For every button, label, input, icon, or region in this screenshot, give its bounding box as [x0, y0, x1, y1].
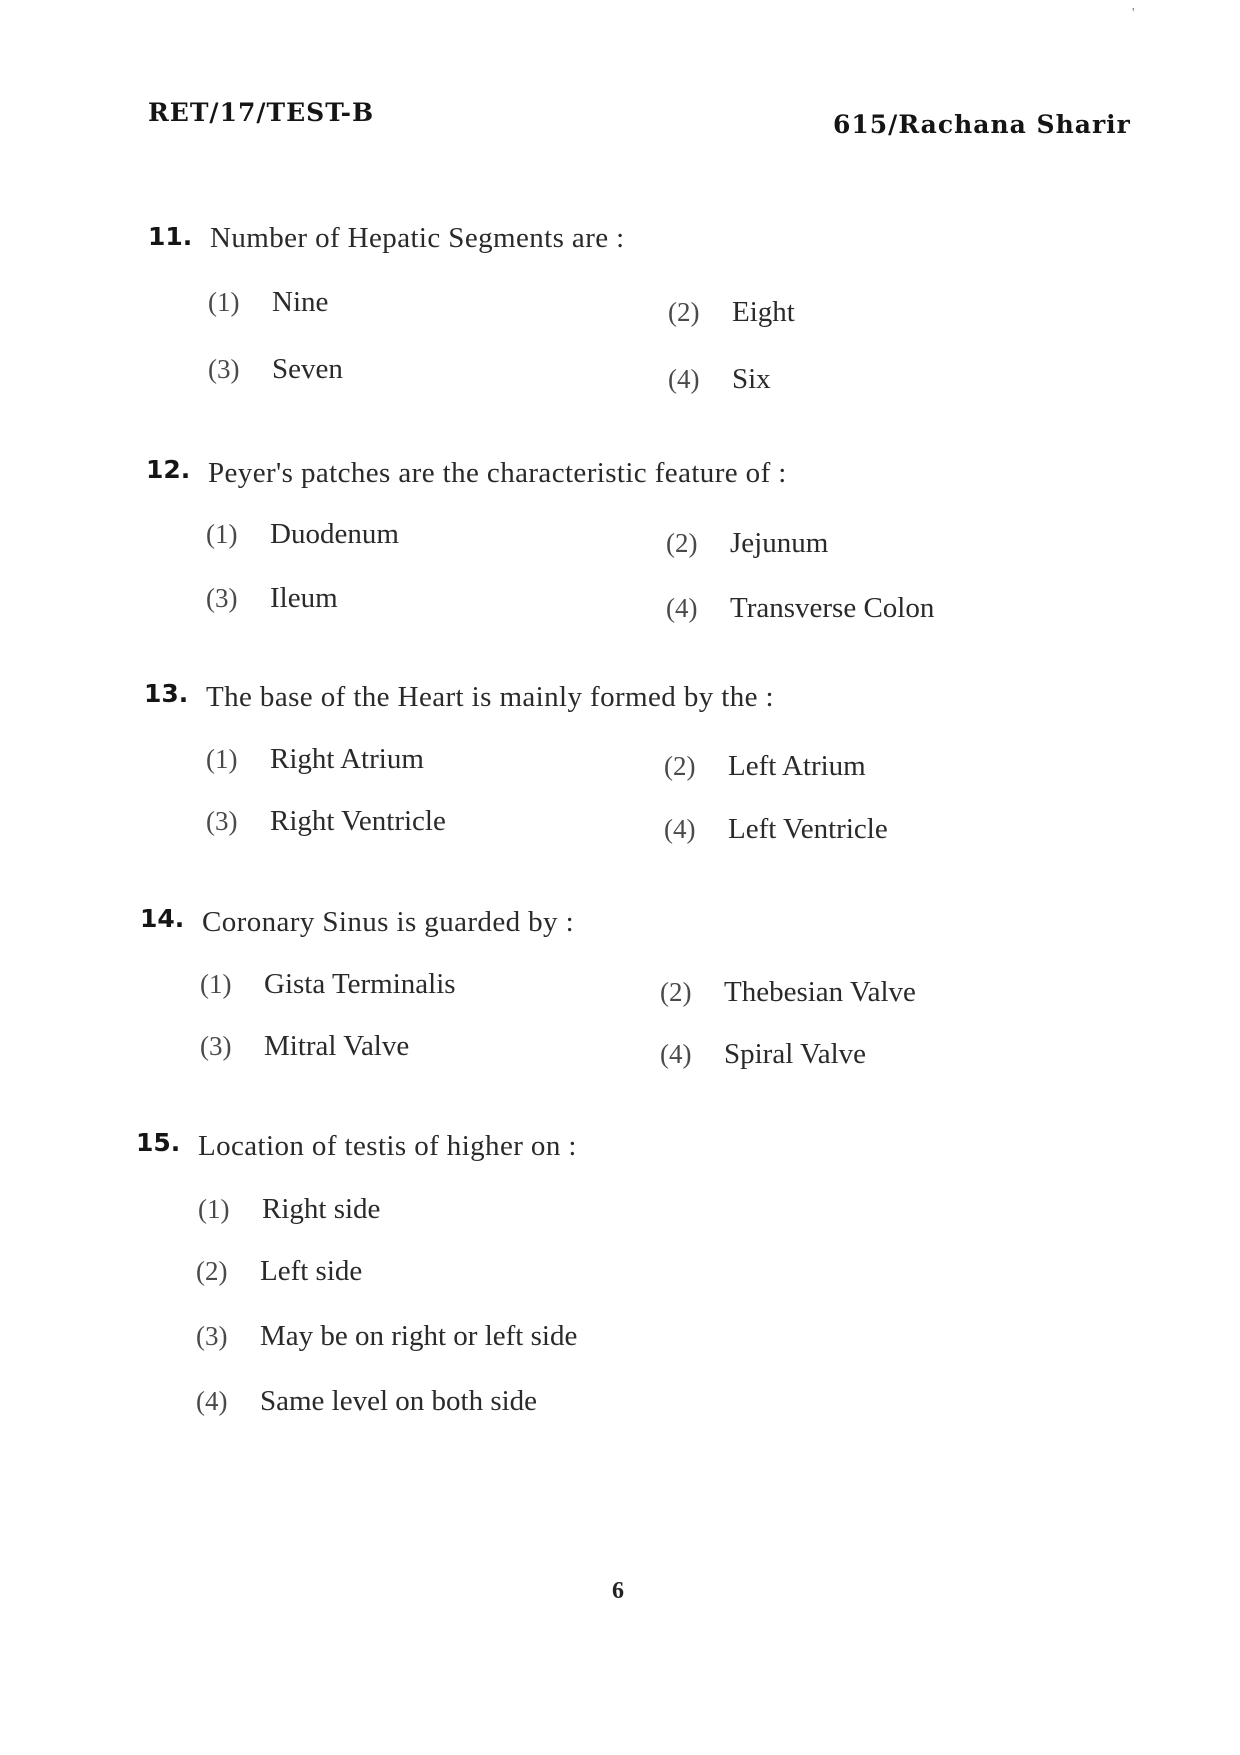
option-1 — [206, 518, 399, 551]
question-number: 15. — [136, 1128, 181, 1157]
option-1 — [200, 968, 456, 1001]
option-text: Transverse Colon — [730, 592, 935, 624]
scan-speck: ' — [1132, 6, 1135, 21]
question-text: The base of the Heart is mainly formed by the : — [206, 681, 775, 713]
option-4 — [660, 1038, 866, 1071]
option-number: (4) — [664, 814, 696, 844]
option-3 — [206, 582, 338, 615]
option-2 — [668, 296, 795, 329]
option-3 — [206, 805, 446, 838]
option-number: (1) — [206, 744, 238, 774]
option-text: Six — [732, 363, 771, 395]
subject-code: 615/Rachana Sharir — [833, 110, 1131, 139]
option-4 — [666, 592, 934, 625]
option-number: (3) — [196, 1321, 228, 1351]
question-number: 14. — [140, 904, 185, 933]
option-number: (4) — [660, 1039, 692, 1069]
option-text: Left Ventricle — [728, 813, 888, 845]
option-number: (3) — [208, 354, 240, 384]
option-number: (2) — [666, 528, 698, 558]
option-1 — [208, 286, 328, 319]
option-number: (1) — [206, 519, 238, 549]
option-text: Ileum — [270, 582, 338, 614]
option-4 — [664, 813, 888, 846]
option-3 — [200, 1030, 409, 1063]
option-number: (3) — [206, 806, 238, 836]
option-number: (2) — [660, 977, 692, 1007]
option-number: (4) — [668, 364, 700, 394]
page-number: 6 — [612, 1578, 624, 1604]
option-text: Right side — [262, 1193, 381, 1225]
option-text: Same level on both side — [260, 1385, 538, 1417]
option-text: Left side — [260, 1255, 363, 1287]
option-text: Nine — [272, 286, 329, 318]
option-text: May be on right or left side — [260, 1320, 578, 1352]
option-text: Right Atrium — [270, 743, 424, 775]
option-2 — [664, 750, 866, 783]
question-number: 13. — [144, 679, 189, 708]
option-number: (3) — [200, 1031, 232, 1061]
option-number: (2) — [668, 297, 700, 327]
option-text: Duodenum — [270, 518, 399, 550]
option-2 — [196, 1255, 362, 1288]
option-1 — [198, 1193, 380, 1226]
option-4 — [668, 363, 771, 396]
option-4 — [196, 1385, 537, 1418]
option-number: (2) — [196, 1256, 228, 1286]
question-text: Number of Hepatic Segments are : — [210, 222, 625, 254]
option-number: (1) — [208, 287, 240, 317]
question-number: 12. — [146, 455, 191, 484]
option-text: Left Atrium — [728, 750, 866, 782]
option-number: (2) — [664, 751, 696, 781]
option-number: (4) — [196, 1386, 228, 1416]
option-number: (1) — [200, 969, 232, 999]
paper-code: RET/17/TEST-B — [148, 98, 375, 127]
option-text: Eight — [732, 296, 795, 328]
option-2 — [666, 527, 828, 560]
question-text: Coronary Sinus is guarded by : — [202, 906, 575, 938]
question-number: 11. — [148, 222, 193, 251]
option-3 — [208, 353, 343, 386]
option-text: Right Ventricle — [270, 805, 446, 837]
option-number: (3) — [206, 583, 238, 613]
option-text: Jejunum — [730, 527, 829, 559]
option-3 — [196, 1320, 577, 1353]
option-number: (1) — [198, 1194, 230, 1224]
option-text: Mitral Valve — [264, 1030, 410, 1062]
option-text: Seven — [272, 353, 343, 385]
option-1 — [206, 743, 424, 776]
option-text: Gista Terminalis — [264, 968, 456, 1000]
option-text: Thebesian Valve — [724, 976, 916, 1008]
option-number: (4) — [666, 593, 698, 623]
question-text: Peyer's patches are the characteristic feature of : — [208, 457, 787, 489]
question-text: Location of testis of higher on : — [198, 1130, 577, 1162]
option-2 — [660, 976, 916, 1009]
option-text: Spiral Valve — [724, 1038, 867, 1070]
